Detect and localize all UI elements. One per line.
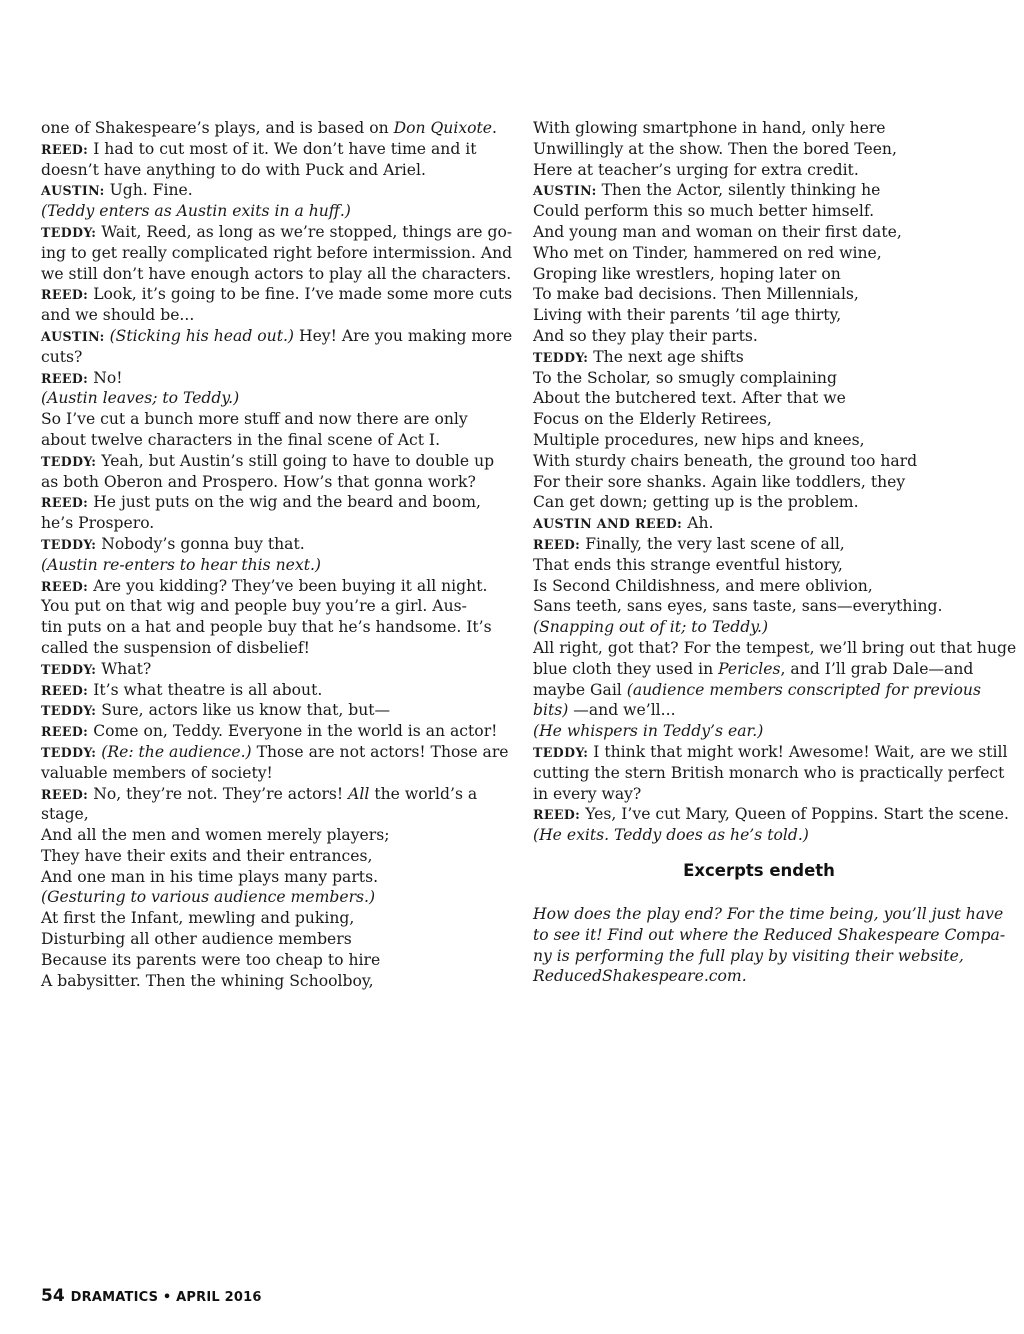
text-line xyxy=(41,659,493,680)
dialogue-text: , and I’ll grab Dale—and xyxy=(780,659,974,678)
speaker-label: TEDDY: xyxy=(533,349,589,365)
text-line xyxy=(41,846,493,867)
text-line xyxy=(533,284,985,305)
dialogue-text: Because its parents were too cheap to hire xyxy=(41,950,381,969)
text-line xyxy=(533,721,985,742)
stage-direction-text: (Austin re-enters to hear this next.) xyxy=(41,555,321,574)
text-line xyxy=(533,118,985,139)
dialogue-text: Finally, the very last scene of all, xyxy=(580,534,845,553)
text-line xyxy=(41,576,493,597)
dialogue-text: And one man in his time plays many parts. xyxy=(41,867,379,886)
dialogue-text: Groping like wrestlers, hoping later on xyxy=(533,264,841,283)
text-line xyxy=(533,347,985,368)
stage-direction-text: bits) xyxy=(533,701,569,720)
stage-direction-text: (He exits. Teddy does as he’s told.) xyxy=(533,826,809,845)
dialogue-text: Is Second Childishness, and mere oblivion, xyxy=(533,576,873,595)
dialogue-text: Unwillingly at the show. Then the bored Teen, xyxy=(533,139,897,158)
speaker-label: AUSTIN: xyxy=(41,328,105,344)
dialogue-text: called the suspension of disbelief! xyxy=(41,638,310,657)
closing-note xyxy=(533,904,1006,987)
text-line xyxy=(41,950,493,971)
dialogue-text: Focus on the Elderly Retirees, xyxy=(533,410,772,429)
speaker-label: TEDDY: xyxy=(41,224,97,240)
stage-direction-text: All xyxy=(348,784,370,803)
closing-note-line: ReducedShakespeare.com. xyxy=(533,967,747,986)
dialogue-text: Those are not actors! Those are xyxy=(251,742,509,761)
text-line xyxy=(41,472,493,493)
text-line xyxy=(41,742,509,763)
stage-direction-text: (Re: the audience.) xyxy=(101,742,252,761)
text-line xyxy=(41,700,493,721)
text-line xyxy=(533,576,985,597)
dialogue-text: Wait, Reed, as long as we’re stopped, things are go- xyxy=(96,222,513,241)
text-line xyxy=(533,763,1005,784)
text-line xyxy=(41,264,512,285)
dialogue-text: About the butchered text. After that we xyxy=(533,389,846,408)
text-line xyxy=(533,305,985,326)
dialogue-text: Ugh. Fine. xyxy=(104,181,193,200)
text-line xyxy=(41,326,513,347)
text-line xyxy=(41,887,493,908)
text-line xyxy=(533,472,985,493)
text-line xyxy=(41,305,493,326)
dialogue-text: stage, xyxy=(41,805,89,824)
dialogue-text: A babysitter. Then the whining Schoolboy, xyxy=(41,971,374,990)
dialogue-text: And so they play their parts. xyxy=(533,326,758,345)
dialogue-text: —and we’ll... xyxy=(568,701,676,720)
text-line xyxy=(41,368,493,389)
text-line xyxy=(533,596,985,617)
speaker-label: AUSTIN AND REED: xyxy=(533,516,683,532)
dialogue-text: I had to cut most of it. We don’t have time and it xyxy=(88,139,477,158)
dialogue-text: Yeah, but Austin’s still going to have to double up xyxy=(96,451,495,470)
dialogue-text: tin puts on a hat and people buy that he’s handsome. It’s xyxy=(41,618,492,637)
dialogue-text: It’s what theatre is all about. xyxy=(88,680,323,699)
dialogue-text: Sure, actors like us know that, but— xyxy=(96,701,391,720)
speaker-label: REED: xyxy=(41,578,89,594)
text-line xyxy=(533,409,985,430)
stage-direction-text: Don Quixote xyxy=(393,119,492,137)
speaker-label: TEDDY: xyxy=(41,661,97,677)
stage-direction-text: (Snapping out of it; to Teddy.) xyxy=(533,618,769,637)
text-line xyxy=(533,825,985,846)
dialogue-text: Can get down; getting up is the problem. xyxy=(533,493,859,512)
text-line xyxy=(41,139,493,160)
dialogue-text: one of Shakespeare’s plays, and is based on xyxy=(41,119,394,137)
text-line xyxy=(41,451,493,472)
speaker-label: TEDDY: xyxy=(533,744,589,760)
stage-direction-text: (Sticking his head out.) xyxy=(109,326,295,345)
stage-direction-text: (Austin leaves; to Teddy.) xyxy=(41,389,240,408)
text-line xyxy=(533,804,1009,825)
text-line xyxy=(41,596,493,617)
text-line xyxy=(41,825,493,846)
dialogue-text: Ah. xyxy=(682,514,714,533)
text-line xyxy=(533,784,985,805)
speaker-label: REED: xyxy=(41,682,89,698)
dialogue-text: the world’s a xyxy=(369,784,478,803)
dialogue-text: They have their exits and their entrances, xyxy=(41,846,373,865)
dialogue-text: For their sore shanks. Again like toddlers, they xyxy=(533,472,906,491)
left-text-column xyxy=(41,118,513,991)
text-line xyxy=(533,388,985,409)
dialogue-text: Yes, I’ve cut Mary, Queen of Poppins. Start the scene. xyxy=(580,805,1009,824)
speaker-label: REED: xyxy=(533,807,581,823)
excerpts-heading: Excerpts endeth xyxy=(683,861,835,880)
speaker-label: TEDDY: xyxy=(41,703,97,719)
dialogue-text: I think that might work! Awesome! Wait, are we still xyxy=(588,742,1008,761)
text-line xyxy=(41,180,493,201)
dialogue-text: blue cloth they used in xyxy=(533,659,719,678)
text-line xyxy=(533,700,985,721)
right-text-column xyxy=(533,118,1017,846)
text-line xyxy=(533,513,985,534)
dialogue-text: What? xyxy=(96,659,152,678)
dialogue-text: And all the men and women merely players; xyxy=(41,826,390,845)
text-line xyxy=(533,160,985,181)
text-line xyxy=(533,326,985,347)
dialogue-text: Multiple procedures, new hips and knees, xyxy=(533,430,865,449)
text-line xyxy=(41,721,498,742)
stage-direction-text: (Teddy enters as Austin exits in a huff.) xyxy=(41,202,351,221)
text-line xyxy=(41,617,493,638)
text-line xyxy=(41,908,493,929)
stage-direction-text: (He whispers in Teddy’s ear.) xyxy=(533,722,764,741)
dialogue-text: Look, it’s going to be fine. I’ve made some more cuts xyxy=(88,285,513,304)
dialogue-text: doesn’t have anything to do with Puck and Ariel. xyxy=(41,160,426,179)
dialogue-text: So I’ve cut a bunch more stuff and now there are only xyxy=(41,410,468,429)
speaker-label: REED: xyxy=(41,724,89,740)
dialogue-text: he’s Prospero. xyxy=(41,514,155,533)
speaker-label: REED: xyxy=(41,786,89,802)
text-line xyxy=(533,243,985,264)
dialogue-text: He just puts on the wig and the beard and boom, xyxy=(88,493,481,512)
dialogue-text: as both Oberon and Prospero. How’s that gonna work? xyxy=(41,472,476,491)
dialogue-text: Disturbing all other audience members xyxy=(41,930,352,949)
dialogue-text: . xyxy=(492,119,497,137)
speaker-label: REED: xyxy=(41,370,89,386)
dialogue-text: ing to get really complicated right before intermission. And xyxy=(41,243,513,262)
speaker-label: AUSTIN: xyxy=(533,183,597,199)
text-line xyxy=(41,201,493,222)
page-number: 54 xyxy=(41,1286,65,1306)
stage-direction-text: Pericles xyxy=(718,659,781,678)
dialogue-text: All right, got that? For the tempest, we’ll bring out that huge xyxy=(533,638,1017,657)
dialogue-text: Hey! Are you making more xyxy=(294,326,513,345)
text-line xyxy=(41,492,493,513)
text-line xyxy=(533,742,1008,763)
text-line xyxy=(533,264,985,285)
speaker-label: REED: xyxy=(533,536,581,552)
dialogue-text: Could perform this so much better himself. xyxy=(533,202,875,221)
text-line xyxy=(533,638,1017,659)
dialogue-text: we still don’t have enough actors to play all the characters. xyxy=(41,264,512,283)
closing-note-line: How does the play end? For the time being, you’ll just have xyxy=(533,905,1004,923)
dialogue-text: To the Scholar, so smugly complaining xyxy=(533,368,837,387)
dialogue-text: valuable members of society! xyxy=(41,763,273,782)
text-line xyxy=(41,388,493,409)
dialogue-text: At first the Infant, mewling and puking, xyxy=(41,909,355,928)
dialogue-text: about twelve characters in the final scene of Act I. xyxy=(41,430,441,449)
dialogue-text: You put on that wig and people buy you’re a girl. Aus- xyxy=(41,597,467,616)
text-line xyxy=(533,430,985,451)
dialogue-text: Here at teacher’s urging for extra credit. xyxy=(533,160,859,179)
text-line xyxy=(41,347,493,368)
text-line xyxy=(533,534,985,555)
text-line xyxy=(41,804,493,825)
dialogue-text: No! xyxy=(88,368,123,387)
text-line xyxy=(41,160,493,181)
dialogue-text: Living with their parents ’til age thirty, xyxy=(533,306,842,325)
dialogue-text: That ends this strange eventful history, xyxy=(533,555,843,574)
stage-direction-text: (audience members conscripted for previous xyxy=(626,680,981,699)
text-line xyxy=(41,971,493,992)
text-line xyxy=(41,680,493,701)
text-line xyxy=(41,409,493,430)
dialogue-text: Nobody’s gonna buy that. xyxy=(96,534,305,553)
text-line xyxy=(533,492,985,513)
dialogue-text: Come on, Teddy. Everyone in the world is an actor! xyxy=(88,722,498,741)
dialogue-text: With glowing smartphone in hand, only here xyxy=(533,119,886,137)
text-line xyxy=(41,784,493,805)
speaker-label: REED: xyxy=(41,287,89,303)
dialogue-text: To make bad decisions. Then Millennials, xyxy=(533,285,859,304)
dialogue-text: cuts? xyxy=(41,347,83,366)
speaker-label: REED: xyxy=(41,495,89,511)
text-line xyxy=(41,430,493,451)
text-line xyxy=(533,680,985,701)
page-footer xyxy=(41,1286,262,1306)
dialogue-text: in every way? xyxy=(533,784,642,803)
speaker-label: REED: xyxy=(41,141,89,157)
dialogue-text: No, they’re not. They’re actors! xyxy=(88,784,349,803)
dialogue-text: And young man and woman on their first date, xyxy=(533,222,902,241)
text-line xyxy=(533,451,985,472)
text-line xyxy=(41,763,493,784)
dialogue-text: maybe Gail xyxy=(533,680,627,699)
text-line xyxy=(41,118,497,139)
speaker-label: TEDDY: xyxy=(41,453,97,469)
text-line xyxy=(533,555,985,576)
text-line xyxy=(41,222,513,243)
text-line xyxy=(533,659,985,680)
text-line xyxy=(41,867,493,888)
closing-note-line: ny is performing the full play by visiting their website, xyxy=(533,946,964,965)
text-line xyxy=(533,180,985,201)
speaker-label: TEDDY: xyxy=(41,744,97,760)
text-line xyxy=(41,534,493,555)
dialogue-text: and we should be... xyxy=(41,306,195,325)
dialogue-text: With sturdy chairs beneath, the ground too hard xyxy=(533,451,918,470)
dialogue-text: Sans teeth, sans eyes, sans taste, sans—everything. xyxy=(533,597,943,616)
text-line xyxy=(41,929,493,950)
dialogue-text: The next age shifts xyxy=(588,347,744,366)
text-line xyxy=(533,201,985,222)
dialogue-text: Are you kidding? They’ve been buying it all night. xyxy=(88,576,488,595)
text-line xyxy=(41,243,513,264)
text-line xyxy=(533,139,985,160)
speaker-label: AUSTIN: xyxy=(41,183,105,199)
closing-note-line: to see it! Find out where the Reduced Shakespeare Compa- xyxy=(533,925,1006,944)
speaker-label: TEDDY: xyxy=(41,536,97,552)
text-line xyxy=(41,513,493,534)
folio-text: DRAMATICS • APRIL 2016 xyxy=(70,1290,262,1305)
stage-direction-text: (Gesturing to various audience members.) xyxy=(41,888,376,907)
dialogue-text: cutting the stern British monarch who is practically perfect xyxy=(533,763,1005,782)
text-line xyxy=(533,222,985,243)
text-line xyxy=(41,555,493,576)
text-line xyxy=(41,284,513,305)
text-line xyxy=(533,368,985,389)
text-line xyxy=(41,638,493,659)
text-line xyxy=(533,617,985,638)
dialogue-text: Who met on Tinder, hammered on red wine, xyxy=(533,243,882,262)
dialogue-text: Then the Actor, silently thinking he xyxy=(596,181,881,200)
